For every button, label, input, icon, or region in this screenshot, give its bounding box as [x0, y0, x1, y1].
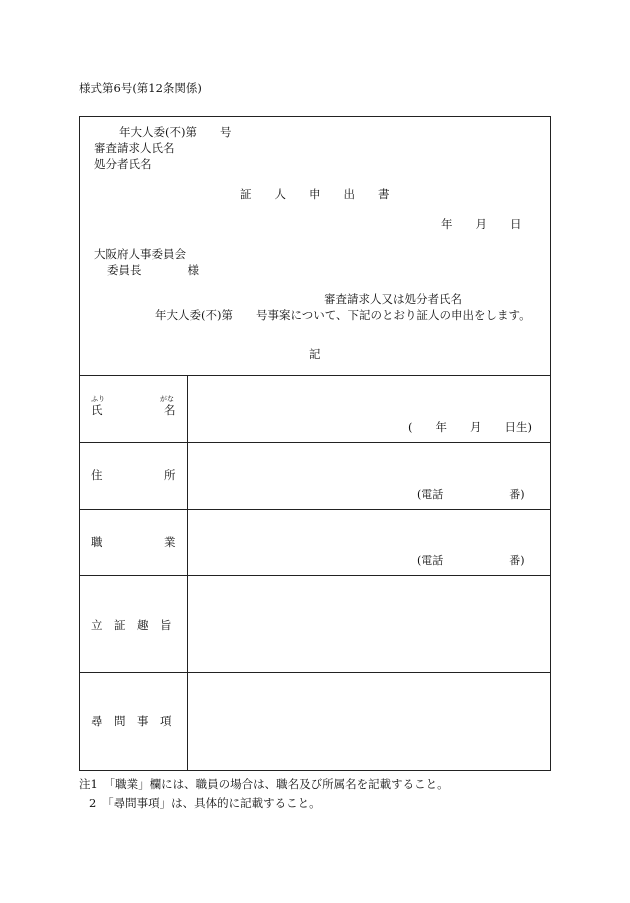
name-input-area[interactable] [190, 378, 548, 416]
occupation-phone-line: (電話 番) [417, 554, 525, 567]
row-divider-4 [79, 672, 551, 673]
row-divider-2 [79, 509, 551, 510]
label-column-divider [187, 375, 188, 771]
name-label-shi: 氏 [91, 403, 103, 417]
request-statement: 年大人委(不)第 号事案について、下記のとおり証人の申出をします。 [155, 308, 531, 322]
respondent-name-label: 処分者氏名 [94, 157, 152, 171]
addressee-organization: 大阪府人事委員会 [94, 247, 186, 261]
occupation-label-gyo: 業 [164, 535, 176, 549]
requester-name-label: 審査請求人氏名 [94, 141, 175, 155]
date-line: 年 月 日 [441, 217, 522, 231]
address-input-area[interactable] [190, 445, 548, 485]
case-number-line: 年大人委(不)第 号 [119, 125, 232, 139]
occupation-label-shoku: 職 [91, 535, 103, 549]
table-top-line [79, 375, 551, 376]
purpose-label: 立 証 趣 旨 [91, 618, 172, 632]
ki-heading: 記 [309, 347, 321, 361]
note-2: 2 「尋問事項」は、具体的に記載すること。 [89, 796, 321, 810]
form-number-header: 様式第6号(第12条関係) [79, 81, 202, 95]
questions-label: 尋 問 事 項 [91, 714, 172, 728]
applicant-name-label: 審査請求人又は処分者氏名 [324, 292, 462, 306]
birth-date-line: ( 年 月 日生) [408, 420, 532, 434]
address-phone-line: (電話 番) [417, 488, 525, 501]
row-divider-1 [79, 442, 551, 443]
row-divider-3 [79, 575, 551, 576]
addressee-person: 委員長 様 [107, 263, 199, 277]
note-1: 注1 「職業」欄には、職員の場合は、職名及び所属名を記載すること。 [79, 777, 449, 791]
occupation-input-area[interactable] [190, 512, 548, 552]
questions-input-area[interactable] [190, 675, 548, 768]
name-label-mei: 名 [164, 403, 176, 417]
document-title: 証 人 申 出 書 [240, 187, 390, 201]
address-label-ju: 住 [91, 468, 103, 482]
address-label-sho: 所 [164, 468, 176, 482]
furigana-fu: ふり [91, 395, 105, 403]
furigana-gana: がな [160, 395, 174, 403]
purpose-input-area[interactable] [190, 578, 548, 669]
